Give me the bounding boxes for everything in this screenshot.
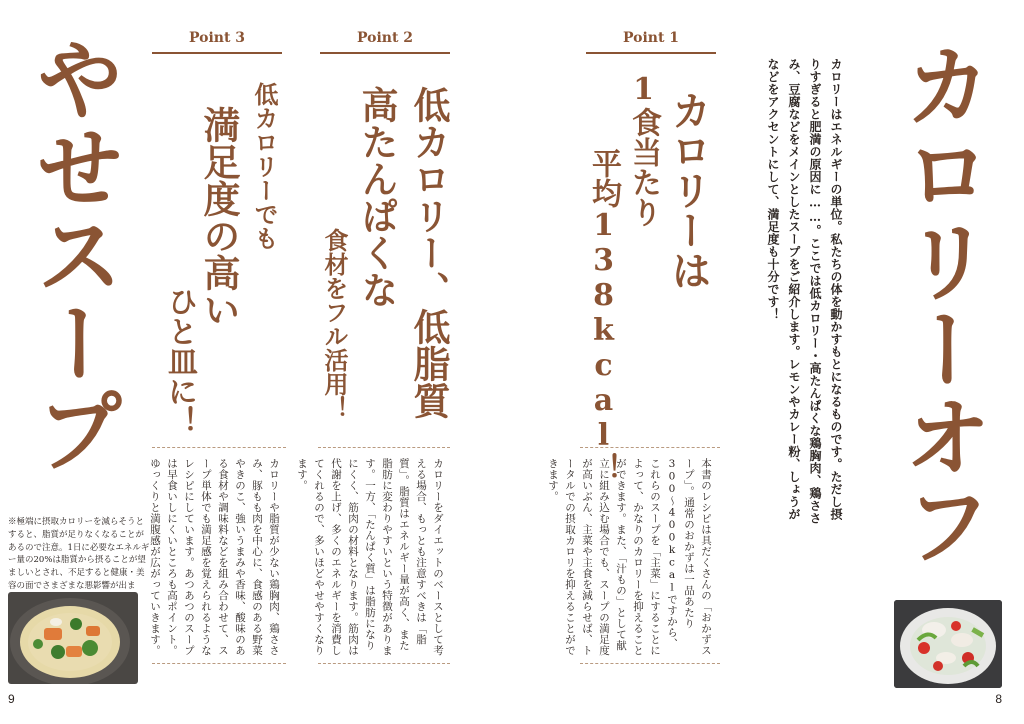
right-page-number: 8 — [995, 692, 1002, 706]
point-3-headline-line-1: 低カロリーでも — [250, 82, 279, 250]
point-2-body-box — [296, 447, 450, 664]
point-3-headline-line-2: 満足度の高い — [197, 106, 241, 328]
point-2-label — [320, 30, 450, 46]
point-2-label-text: Point 2 — [356, 30, 414, 46]
point-3-body-box — [149, 447, 286, 664]
point-3-label — [152, 30, 282, 46]
point-1-headline-line-2: 1食当たり — [626, 72, 661, 227]
point-2-headline-line-1: 低カロリー、低脂質 — [407, 86, 451, 419]
right-page-intro: カロリーはエネルギーの単位。私たちの体を動かすもとになるものです。ただし摂りすぎると肥満の原因に……。ここでは低カロリー・高たんぱくな鶏胸肉、鶏ささみ、豆腐などをメインとしたスープをご紹介します。レモンやカレー粉、しょうがなどをアクセントにして、満足度も十分です！ — [766, 58, 843, 525]
point-1-label — [586, 30, 716, 46]
point-1-rule — [586, 52, 716, 54]
point-2-rule — [320, 52, 450, 54]
right-page-soup-photo — [894, 600, 1002, 688]
right-page-title: カロリーオフ — [890, 40, 994, 568]
point-3-body: カロリーや脂質が少ない鶏胸肉、鶏ささみ、豚もも肉を中心に、食感のある野菜やきのこ、強いうまみや香味、酸味のある食材や調味料などを組み合わせて、スープ単体でも満足感を覚えられるようなレシピにしています。あつあつのスープは早食いしにくいところも高ポイント。ゆっくりと満腹感が広がっていきます。 — [149, 458, 280, 656]
point-3-label-text: Point 3 — [188, 30, 246, 46]
point-3-headline-line-3: ひと皿に！ — [162, 286, 197, 436]
left-page-number: 9 — [8, 692, 15, 706]
point-2-body: カロリーをダイエットのベースとして考える場合、もっとも注意すべきは「脂質」。脂質はエネルギー量が高く、また脂肪に変わりやすいという特徴があります。一方、「たんぱく質」は脂肪になりにくく、筋肉の材料となります。筋肉は代謝を上げ、多くのエネルギーを消費してくれるので、多いほどやせやすくなります。 — [296, 458, 444, 656]
point-1-body: 本書のレシピは具だくさんの「おかずスープ」。通常のおかずは一品あたり300〜400kcalですから、これらのスープを「主菜」にすることによって、かなりのカロリーを抑えることができます。また、「汁もの」として献立に組み込む場合でも、スープの満足度が高いぶん、主菜や主食を減らせば、トータルでの摂取カロリを抑えることができます。 — [547, 458, 712, 656]
point-2-headline-line-3: 食材をフル活用！ — [320, 228, 349, 420]
point-3-rule — [152, 52, 282, 54]
point-1-headline-line-3: 平均138kcal！ — [586, 148, 621, 483]
left-page-title: やせスープ — [22, 34, 126, 474]
left-page-note: ※極端に摂取カロリーを減らそうとすると、脂質が足りなくなることがあるので注意。1日に必要なエネルギー量の20%は脂質から摂ることが望ましいとされ、不足すると健康・美容の面でさまざまな悪影響が出ま — [8, 517, 150, 591]
point-1-headline-line-1: カロリーは — [665, 90, 712, 290]
point-2-headline-line-2: 高たんぱくな — [355, 86, 399, 308]
point-1-body-box — [547, 447, 720, 664]
point-1-label-text: Point 1 — [622, 30, 680, 46]
left-page-soup-photo — [8, 592, 138, 684]
